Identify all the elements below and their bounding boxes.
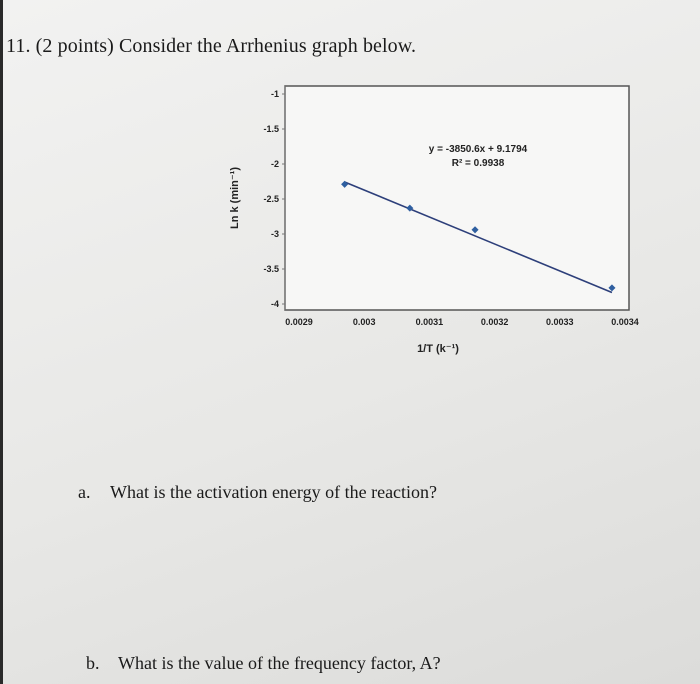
y-tick-label: -1.5 — [263, 124, 279, 134]
x-tick-label: 0.0032 — [480, 317, 509, 327]
trendline-r-squared: R² = 0.9938 — [451, 158, 505, 169]
trendline-equation: y = -3850.6x + 9.1794 — [428, 144, 528, 155]
part-b-letter: b. — [86, 653, 100, 673]
part-b-text: What is the value of the frequency factor, A? — [118, 653, 441, 673]
y-tick-label: -1 — [270, 89, 279, 99]
x-tick-label: 0.0034 — [611, 317, 639, 327]
question-part-b — [86, 653, 441, 674]
part-a-text: What is the activation energy of the reaction? — [110, 482, 438, 502]
x-tick-label: 0.0033 — [546, 317, 574, 327]
y-tick-label: -2 — [270, 159, 279, 169]
plot-area-border — [285, 86, 629, 310]
y-axis-label: Ln k (min⁻¹) — [229, 166, 241, 230]
part-a-letter: a. — [78, 482, 91, 502]
x-tick-label: 0.003 — [352, 317, 376, 327]
x-tick-labels — [285, 317, 639, 327]
y-tick-labels — [263, 89, 285, 309]
question-part-a — [78, 482, 437, 503]
chart-svg — [220, 70, 660, 390]
y-tick-label: -2.5 — [263, 194, 279, 204]
x-axis-label: 1/T (k⁻¹) — [417, 343, 459, 355]
y-tick-label: -3 — [270, 229, 279, 239]
arrhenius-chart — [220, 70, 660, 390]
x-tick-label: 0.0031 — [415, 317, 444, 327]
photo-frame-edge — [0, 0, 3, 684]
y-tick-label: -4 — [270, 299, 279, 309]
question-title: 11. (2 points) Consider the Arrhenius graph below. — [6, 35, 417, 57]
y-tick-label: -3.5 — [263, 264, 279, 274]
x-tick-label: 0.0029 — [285, 317, 313, 327]
